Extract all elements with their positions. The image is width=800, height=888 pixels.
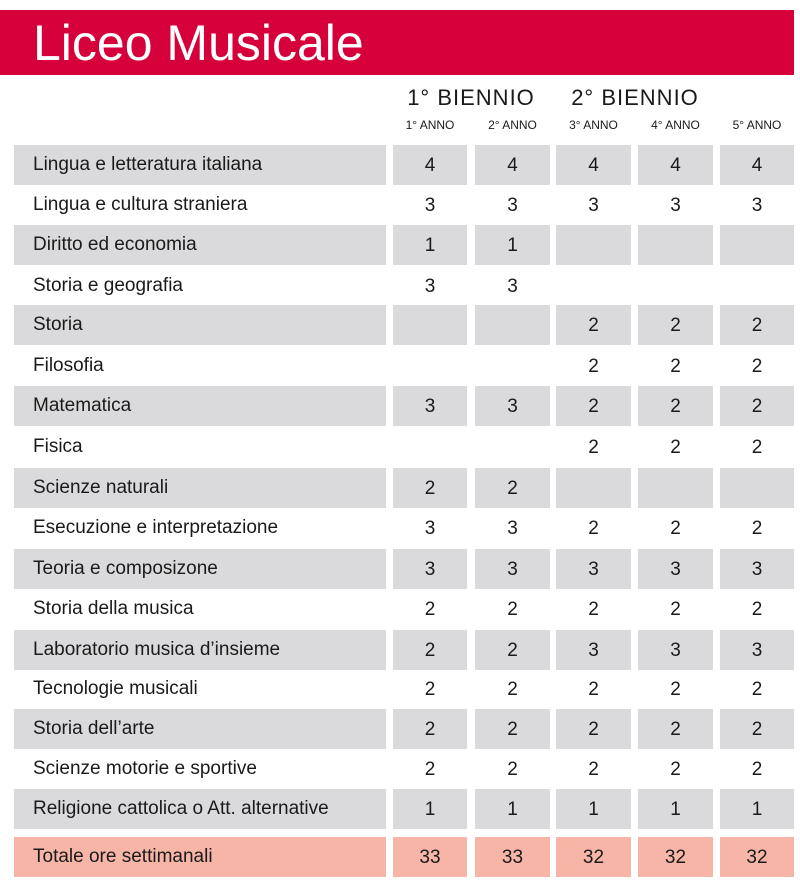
hours-year-2: 2 [507,759,518,780]
hours-year-5: 2 [751,437,763,458]
total-hours-year-4: 32 [664,847,687,868]
hours-year-1 [393,346,467,386]
subject-name: Laboratorio musica d’insieme [33,639,281,660]
subject-name: Religione cattolica o Att. alternative [33,798,329,819]
table-row [0,427,800,467]
year-header-5: 5° ANNO [732,118,782,132]
hours-year-4: 4 [670,155,681,176]
table-row [0,789,800,829]
hours-year-2: 1 [507,235,518,256]
hours-year-1 [393,305,467,345]
hours-year-5: 1 [751,799,763,820]
table-row [0,669,800,709]
hours-year-2: 2 [507,679,518,700]
hours-year-4: 3 [670,559,681,580]
hours-year-1: 3 [424,276,436,297]
hours-year-2: 3 [507,518,518,539]
table-row [0,386,800,426]
table-row [0,749,800,789]
hours-year-5: 2 [751,315,763,336]
hours-year-1: 1 [424,799,436,820]
hours-year-2: 3 [507,559,518,580]
subject-name: Filosofia [33,355,104,376]
table-row [0,346,800,386]
subject-name: Storia dell’arte [33,718,155,739]
hours-year-3: 2 [588,679,599,700]
hours-year-1: 4 [424,155,436,176]
hours-year-2: 3 [507,276,518,297]
hours-year-1: 2 [424,640,436,661]
hours-year-5 [720,225,794,265]
hours-year-1: 3 [424,518,436,539]
table-row [0,468,800,508]
hours-year-4: 2 [670,679,681,700]
hours-year-1 [393,427,467,467]
subject-name: Teoria e composizone [33,558,218,579]
hours-year-5: 2 [751,599,763,620]
hours-year-5: 2 [751,356,763,377]
total-hours-year-1: 33 [419,847,441,868]
hours-year-4 [638,468,713,508]
table-row [0,709,800,749]
subject-name: Matematica [33,395,132,416]
hours-year-4: 2 [670,315,681,336]
hours-year-2: 2 [507,640,518,661]
hours-year-3: 4 [588,155,599,176]
hours-year-2: 2 [507,478,518,499]
hours-year-5: 2 [751,719,763,740]
hours-year-3: 1 [588,799,599,820]
subject-name: Storia [33,314,83,335]
table-row [0,145,800,185]
hours-year-5: 3 [751,559,763,580]
hours-year-4 [638,266,713,306]
hours-year-3 [556,468,631,508]
hours-year-4 [638,225,713,265]
table-row [0,266,800,306]
hours-year-1: 2 [424,759,436,780]
hours-year-2: 3 [507,396,518,417]
table-row [0,508,800,548]
total-label: Totale ore settimanali [33,846,213,867]
hours-year-3: 2 [588,518,599,539]
hours-year-5: 2 [751,518,763,539]
hours-year-4: 3 [670,195,681,216]
hours-year-4: 2 [670,396,681,417]
year-header-1: 1° ANNO [405,118,455,132]
hours-year-3: 2 [588,437,599,458]
year-header-4: 4° ANNO [651,118,700,132]
hours-year-2: 3 [507,195,518,216]
hours-year-1: 2 [424,478,436,499]
hours-year-4: 2 [670,599,681,620]
hours-year-2: 1 [507,799,518,820]
subject-name: Storia e geografia [33,275,183,296]
hours-year-3: 2 [588,719,599,740]
hours-year-4: 3 [670,640,681,661]
subject-name: Esecuzione e interpretazione [33,517,279,538]
page-title: Liceo Musicale [33,15,364,71]
year-header-3: 3° ANNO [569,118,618,132]
group-header-1-biennio: 1° BIENNIO [407,85,535,110]
hours-year-5: 2 [751,679,763,700]
year-header-2: 2° ANNO [488,118,537,132]
subject-name: Diritto ed economia [33,234,197,255]
hours-year-4: 2 [670,518,681,539]
hours-year-3 [556,266,631,306]
table-row [0,305,800,345]
hours-year-4: 2 [670,356,681,377]
subject-name: Tecnologie musicali [33,678,198,699]
title-bar [0,10,794,75]
subject-name: Scienze motorie e sportive [33,758,257,779]
hours-year-2 [475,346,550,386]
total-hours-year-2: 33 [501,847,524,868]
hours-year-3: 2 [588,356,599,377]
total-hours-year-3: 32 [582,847,605,868]
hours-year-2 [475,305,550,345]
hours-year-2: 4 [507,155,518,176]
hours-year-1: 2 [424,679,436,700]
total-hours-year-5: 32 [746,847,768,868]
hours-year-2: 2 [507,719,518,740]
hours-year-3: 3 [588,559,599,580]
hours-year-4: 2 [670,719,681,740]
hours-year-4: 1 [670,799,681,820]
hours-year-5: 3 [751,640,763,661]
hours-year-2: 2 [507,599,518,620]
table-row [0,549,800,589]
table-row [0,630,800,670]
subject-name: Lingua e cultura straniera [33,194,248,215]
hours-year-4: 2 [670,759,681,780]
subject-name: Storia della musica [33,598,194,619]
hours-year-3: 2 [588,396,599,417]
hours-year-3: 3 [588,640,599,661]
hours-year-1: 3 [424,195,436,216]
subject-name: Scienze naturali [33,477,169,498]
table-row [0,225,800,265]
hours-year-3 [556,225,631,265]
hours-year-3: 3 [588,195,599,216]
hours-year-4: 2 [670,437,681,458]
hours-year-3: 2 [588,315,599,336]
group-header-2-biennio: 2° BIENNIO [571,85,699,110]
total-row [0,837,800,877]
hours-year-1: 3 [424,559,436,580]
hours-year-5 [720,468,794,508]
hours-year-3: 2 [588,599,599,620]
hours-year-3: 2 [588,759,599,780]
hours-year-1: 2 [424,719,436,740]
hours-year-5: 2 [751,759,763,780]
hours-year-5: 3 [751,195,763,216]
hours-year-5: 4 [751,155,763,176]
hours-year-1: 1 [424,235,436,256]
hours-year-1: 2 [424,599,436,620]
hours-year-1: 3 [424,396,436,417]
subject-name: Lingua e letteratura italiana [33,154,263,175]
hours-year-2 [475,427,550,467]
subject-name: Fisica [33,436,83,457]
hours-year-5: 2 [751,396,763,417]
table-row [0,589,800,629]
hours-year-5 [720,266,794,306]
table-row [0,185,800,225]
